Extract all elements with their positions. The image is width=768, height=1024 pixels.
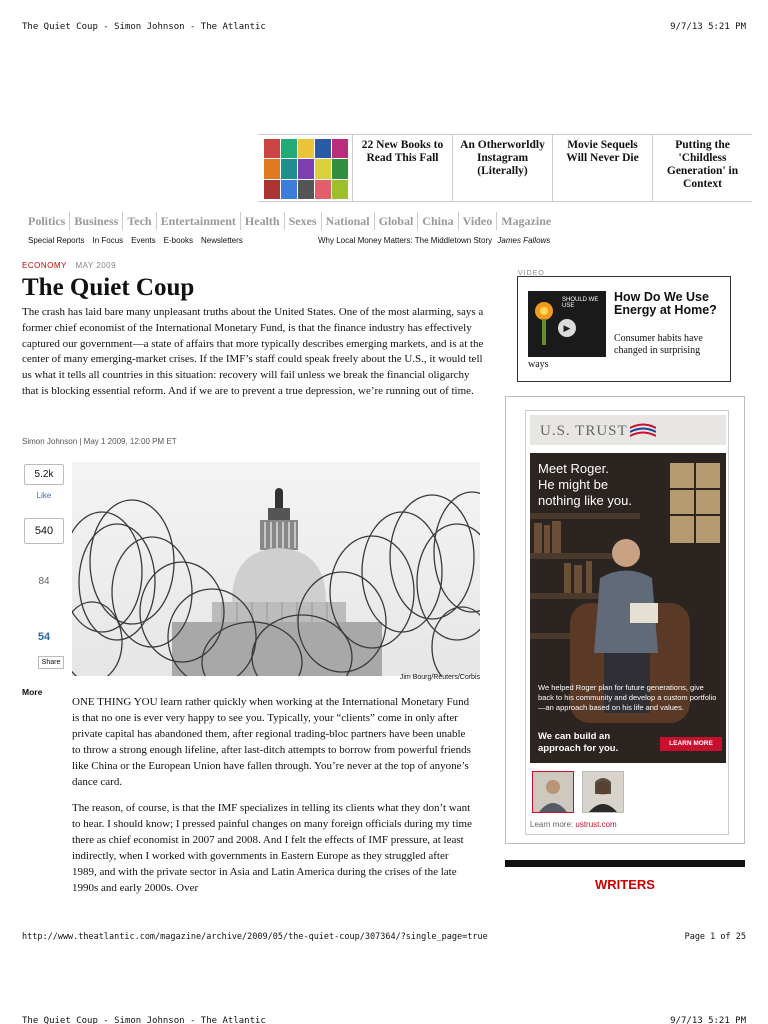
nav-sexes[interactable]: Sexes	[284, 212, 321, 230]
ad-brand: U.S. TRUST	[540, 423, 628, 439]
twitter-count: 540	[24, 518, 64, 544]
ad-container	[505, 396, 745, 844]
print-footer-next	[22, 1016, 746, 1024]
facebook-share[interactable]	[24, 464, 64, 500]
ad-headline-line2: He might be	[538, 477, 609, 492]
play-icon[interactable]: ▶	[558, 319, 576, 337]
linkedin-share-button[interactable]: Share	[38, 656, 64, 669]
nav-china[interactable]: China	[417, 212, 457, 230]
print-footer-url: http://www.theatlantic.com/magazine/archive/2009/05/the-quiet-coup/307364/?single_page=true	[22, 932, 488, 942]
writers-heading: WRITERS	[595, 877, 655, 892]
books-thumbnail[interactable]	[264, 139, 348, 199]
nav-national[interactable]: National	[321, 212, 374, 230]
us-trust-ad[interactable]	[525, 410, 729, 835]
print-footer-page: Page 1 of 25	[684, 932, 746, 942]
featured-link-author[interactable]: James Fallows	[497, 236, 551, 245]
bank-flag-icon	[630, 423, 656, 437]
print-footer-next-title: The Quiet Coup - Simon Johnson - The Atlantic	[22, 1016, 266, 1024]
nav-video[interactable]: Video	[458, 212, 497, 230]
ad-brand-bar	[530, 415, 726, 445]
video-description: Consumer habits have changed in surprising	[614, 333, 703, 356]
featured-link-text[interactable]: Why Local Money Matters: The Middletown Story	[318, 236, 493, 245]
subnav-in-focus[interactable]: In Focus	[92, 236, 124, 245]
ad-headline	[538, 461, 632, 509]
promo-link-instagram[interactable]: An Otherworldly Instagram (Literally)	[452, 135, 552, 201]
promo-link-books[interactable]: 22 New Books to Read This Fall	[352, 135, 452, 201]
ad-copy: We helped Roger plan for future generations, give back to his community and develop a custom portfolio—an approach based on his life and values.	[538, 683, 717, 712]
ad-cta-text: We can build an approach for you.	[538, 731, 619, 754]
ad-learn-url[interactable]: ustrust.com	[575, 820, 617, 829]
print-footer-next-date: 9/7/13 5:21 PM	[670, 1016, 746, 1024]
article-kicker	[22, 261, 116, 270]
photo-credit: Jim Bourg/Reuters/Corbis	[399, 674, 480, 681]
promo-strip	[258, 134, 752, 202]
featured-link[interactable]	[318, 236, 550, 245]
nav-health[interactable]: Health	[240, 212, 284, 230]
ad-learn-prefix: Learn more:	[530, 820, 574, 829]
promo-link-sequels[interactable]: Movie Sequels Will Never Die	[552, 135, 652, 201]
nav-politics[interactable]: Politics	[28, 214, 66, 228]
article-body	[72, 694, 476, 906]
nav-entertainment[interactable]: Entertainment	[156, 212, 240, 230]
subnav-special-reports[interactable]: Special Reports	[28, 236, 85, 245]
video-section-label: VIDEO	[518, 270, 545, 277]
facebook-count: 5.2k	[24, 464, 64, 485]
video-thumb-text: SHOULD WE USE	[562, 297, 599, 309]
sub-nav	[28, 236, 243, 245]
subnav-newsletters[interactable]: Newsletters	[201, 236, 243, 245]
main-nav	[24, 212, 555, 230]
facebook-like-label[interactable]: Like	[36, 491, 52, 500]
writers-divider	[505, 860, 745, 867]
gplus-count[interactable]: 84	[38, 576, 50, 587]
nav-tech[interactable]: Tech	[122, 212, 155, 230]
capitol-barbed-wire-image	[72, 462, 480, 676]
video-description-tail: ways	[528, 359, 549, 370]
print-header-date: 9/7/13 5:21 PM	[670, 22, 746, 32]
capitol-photo	[72, 462, 480, 676]
ad-thumb-woman-art	[583, 772, 623, 812]
section-label[interactable]: ECONOMY	[22, 261, 67, 270]
nav-business[interactable]: Business	[69, 212, 122, 230]
ad-thumb-roger[interactable]	[532, 771, 574, 813]
more-share-button[interactable]: More	[22, 687, 43, 697]
article-title: The Quiet Coup	[22, 274, 195, 301]
linkedin-count: 54	[37, 631, 51, 643]
promo-link-childless[interactable]: Putting the 'Childless Generation' in Context	[652, 135, 752, 201]
ad-headline-line3: nothing like you.	[538, 493, 632, 508]
print-footer	[22, 932, 746, 942]
body-paragraph: The reason, of course, is that the IMF specializes in telling its clients what they don’t want to hear. I should know; I pressed painful changes on many foreign officials during my time there as chief economist in 2007 and 2008. And I felt the effects of IMF pressure, at least indirectly, when I worked with governments in Eastern Europe as they struggled after 1989, and with the private sector in Asia and Latin America during the crises of the late 1990s and early 2000s. Over	[72, 802, 472, 894]
body-paragraph: ONE THING YOU learn rather quickly when working at the International Monetary Fund is that no one is ever very happy to see you. Typically, your “clients” come in only after private capital has abandoned them, after regional trading-bloc partners have been unable to throw a strong enough lifeline, after last-ditch attempts to borrow from powerful friends like China or the European Union have fallen through. You’re never at the top of anyone’s dance card.	[72, 696, 471, 788]
nav-magazine[interactable]: Magazine	[496, 212, 555, 230]
ad-thumb-roger-art	[533, 772, 573, 812]
article-dek: The crash has laid bare many unpleasant truths about the United States. One of the most alarming, says a former chief economist of the International Monetary Fund, is that the finance industry has effectively captured our government—a state of affairs that more typically describes emerging markets, and is at the center of many emerging-market crises. If the IMF’s staff could speak freely about the U.S., it would tell us what it tells all countries in this situation: recovery will fail unless we break the financial oligarchy that is blocking essential reform. And if we are to prevent a true depression, we’re running out of time.	[22, 306, 484, 397]
video-promo[interactable]	[517, 276, 731, 382]
subnav-events[interactable]: Events	[131, 236, 156, 245]
subnav-ebooks[interactable]: E-books	[163, 236, 193, 245]
issue-date: MAY 2009	[75, 261, 117, 270]
ad-learn-more[interactable]	[530, 820, 617, 829]
video-thumbnail[interactable]	[528, 291, 606, 357]
ad-thumb-woman[interactable]	[582, 771, 624, 813]
print-header	[22, 22, 746, 32]
article-byline: Simon Johnson | May 1 2009, 12:00 PM ET	[22, 437, 177, 446]
video-title[interactable]: How Do We Use Energy at Home?	[614, 290, 717, 317]
nav-global[interactable]: Global	[374, 212, 418, 230]
learn-more-button[interactable]: LEARN MORE	[660, 737, 722, 751]
ad-headline-line1: Meet Roger.	[538, 461, 609, 476]
ad-image	[530, 453, 726, 763]
print-header-title: The Quiet Coup - Simon Johnson - The Atlantic	[22, 22, 266, 32]
twitter-share[interactable]	[24, 518, 64, 544]
